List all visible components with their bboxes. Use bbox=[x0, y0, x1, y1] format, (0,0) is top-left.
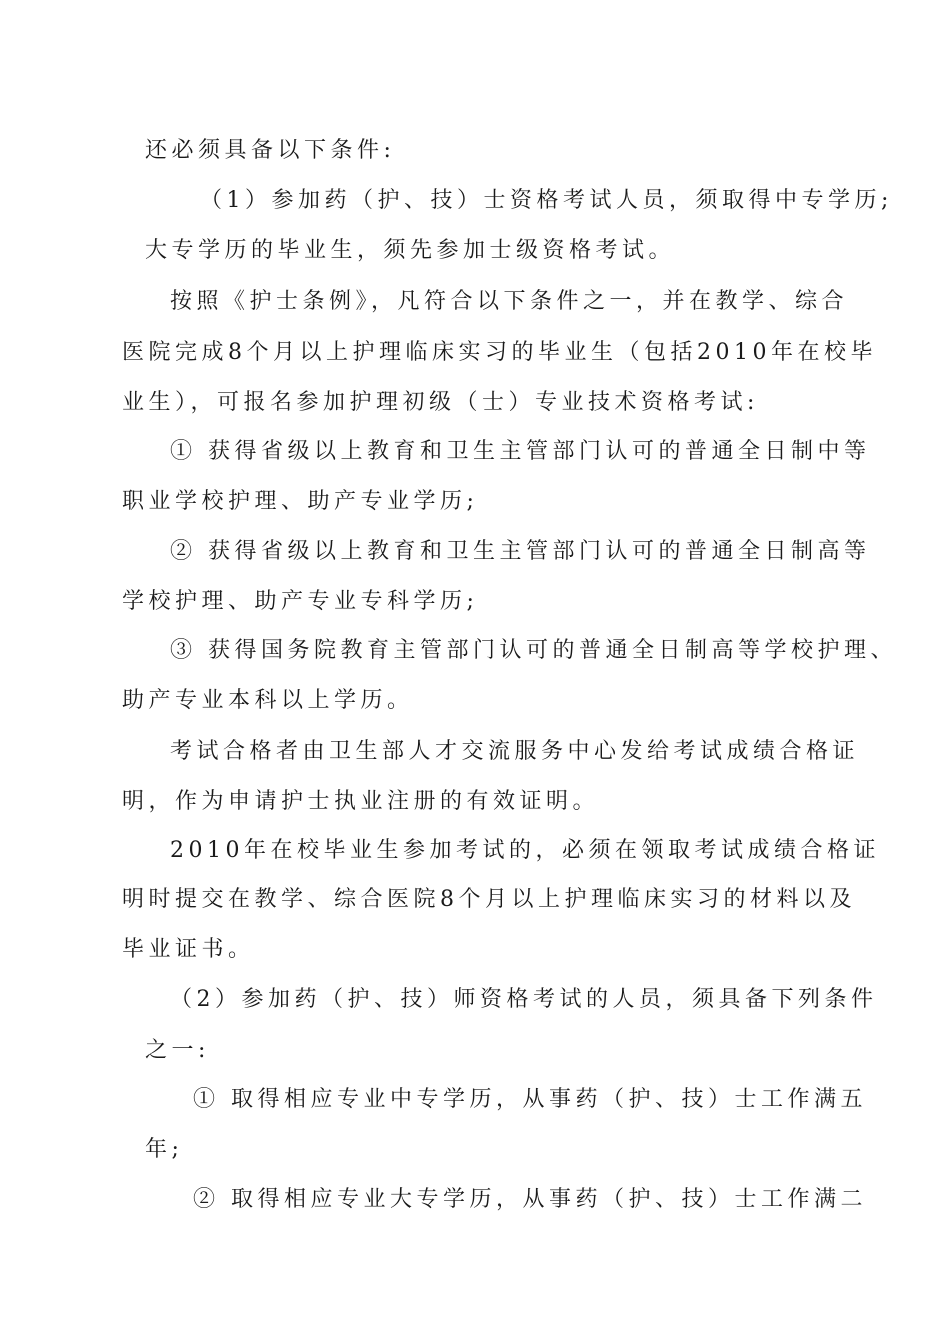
text-line: 2010年在校毕业生参加考试的，必须在领取考试成绩合格证 bbox=[170, 838, 880, 863]
text-line: 医院完成8个月以上护理临床实习的毕业生（包括2010年在校毕 bbox=[122, 340, 877, 365]
text-line: 学校护理、助产专业专科学历; bbox=[122, 589, 479, 614]
text-line: 职业学校护理、助产专业学历; bbox=[122, 489, 479, 514]
text-line: ③ 获得国务院教育主管部门认可的普通全日制高等学校护理、 bbox=[170, 638, 897, 663]
text-line: ② 获得省级以上教育和卫生主管部门认可的普通全日制高等 bbox=[170, 539, 871, 564]
text-line: （2）参加药（护、技）师资格考试的人员，须具备下列条件 bbox=[170, 987, 878, 1012]
text-line: ① 取得相应专业中专学历，从事药（护、技）士工作满五 bbox=[193, 1087, 867, 1112]
text-line: ① 获得省级以上教育和卫生主管部门认可的普通全日制中等 bbox=[170, 439, 871, 464]
text-line: 大专学历的毕业生，须先参加士级资格考试。 bbox=[145, 238, 676, 263]
text-line: （1）参加药（护、技）士资格考试人员，须取得中专学历; bbox=[200, 188, 893, 213]
text-line: 按照《护士条例》，凡符合以下条件之一，并在教学、综合 bbox=[170, 289, 849, 314]
text-line: 之一: bbox=[145, 1038, 210, 1063]
text-line: 还必须具备以下条件: bbox=[145, 138, 396, 163]
text-line: 明，作为申请护士执业注册的有效证明。 bbox=[122, 789, 600, 814]
text-line: 年; bbox=[145, 1137, 184, 1162]
text-line: 业生），可报名参加护理初级（士）专业技术资格考试: bbox=[122, 390, 759, 415]
text-line: 考试合格者由卫生部人才交流服务中心发给考试成绩合格证 bbox=[170, 739, 860, 764]
text-line: 明时提交在教学、综合医院8个月以上护理临床实习的材料以及 bbox=[122, 887, 856, 912]
text-line: ② 取得相应专业大专学历，从事药（护、技）士工作满二 bbox=[193, 1187, 867, 1212]
text-line: 毕业证书。 bbox=[122, 937, 255, 962]
text-line: 助产专业本科以上学历。 bbox=[122, 688, 414, 713]
